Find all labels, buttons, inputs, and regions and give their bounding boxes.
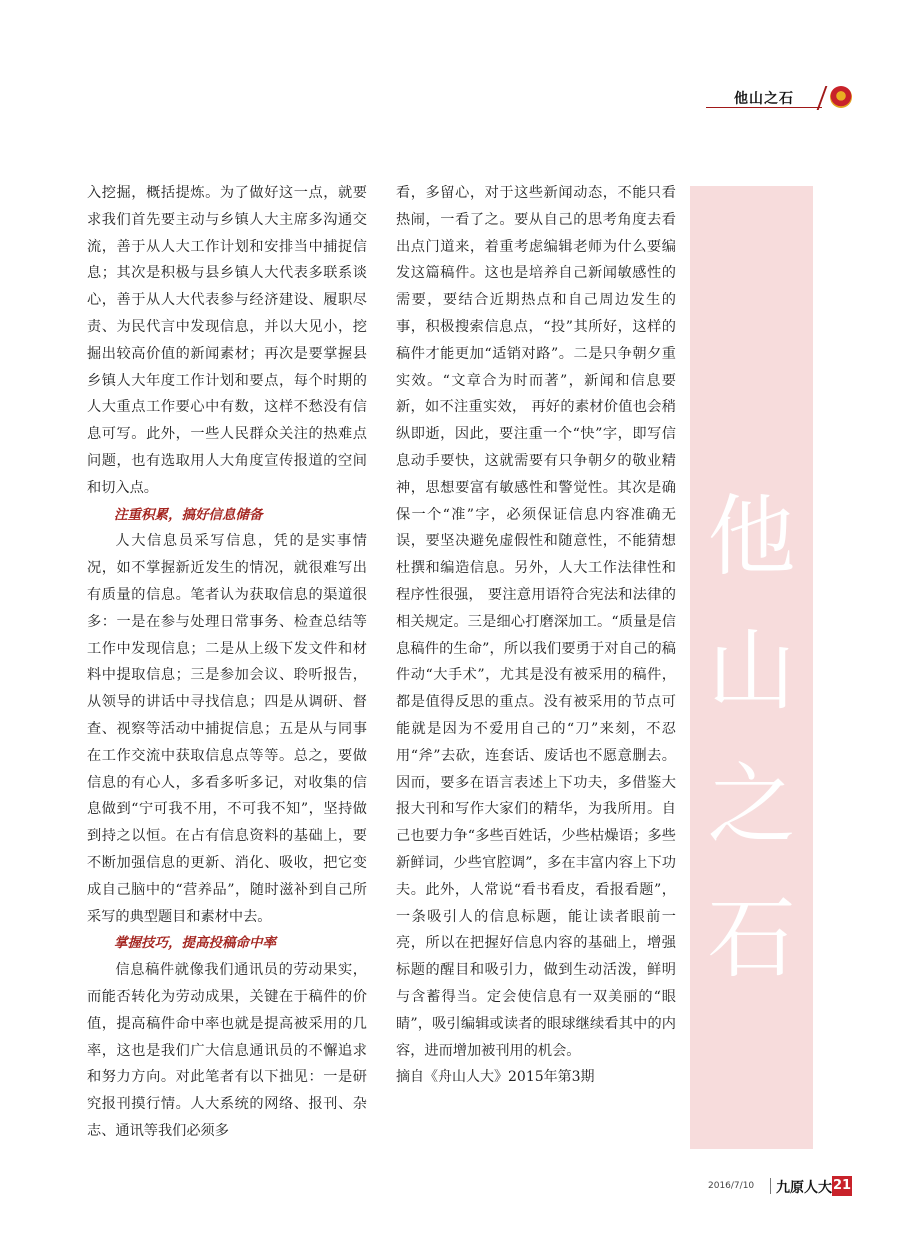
issue-date: 2016/7/10 bbox=[708, 1181, 755, 1191]
right-column bbox=[396, 180, 676, 1091]
side-band-char: 之 bbox=[707, 753, 796, 856]
paragraph: 信息稿件就像我们通讯员的劳动果实，而能否转化为劳动成果，关键在于稿件的价值，提高稿件命中率也就是提高被采用的几率，这也是我们广大信息通讯员的不懈追求和努力方向。对此笔者有以下拙见：一是研究报刊摸行情。人大系统的网络、报刊、杂志、通讯等我们必须多 bbox=[87, 962, 367, 1139]
side-band-char: 他 bbox=[707, 485, 796, 588]
subheading: 掌握技巧，提高投稿命中率 bbox=[114, 935, 276, 952]
left-column bbox=[87, 180, 367, 1145]
subheading: 注重积累，搞好信息储备 bbox=[114, 506, 263, 523]
national-emblem-icon bbox=[830, 86, 852, 108]
magazine-name: 九原人大 bbox=[776, 1180, 832, 1196]
header-slash bbox=[817, 86, 828, 110]
side-band-char: 山 bbox=[707, 619, 796, 722]
paragraph: 人大信息员采写信息，凭的是实事情况，如不掌握新近发生的情况，就很难写出有质量的信息。笔者认为获取信息的渠道很多：一是在参与处理日常事务、检查总结等工作中发现信息；二是从上级下发文件和材料中提取信息；三是参加会议、聆听报告，从领导的讲话中寻找信息；四是从调研、督查、视察等活动中捕捉信息；五是从与同事在工作交流中获取信息点等等。总之，要做信息的有心人，多看多听多记，对收集的信息做到“宁可我不用，不可我不知”，坚持做到持之以恒。在占有信息资料的基础上，要不断加强信息的更新、消化、吸收，把它变成自己脑中的“营养品”，随时滋补到自己所采写的典型题目和素材中去。 bbox=[87, 533, 367, 925]
side-band-char: 石 bbox=[707, 887, 796, 990]
side-band-word bbox=[690, 470, 813, 1006]
source-citation: 摘自《舟山人大》2015年第3期 bbox=[396, 1069, 595, 1086]
header-rule bbox=[706, 107, 822, 108]
paragraph: 看，多留心，对于这些新闻动态，不能只看热闹，一看了之。要从自己的思考角度去看出点门道来，着重考虑编辑老师为什么要编发这篇稿件。这也是培养自己新闻敏感性的需要，要结合近期热点和自己周边发生的事，积极搜索信息点，“投”其所好，这样的稿件才能更加“适销对路”。二是只争朝夕重实效。“文章合为时而著”，新闻和信息要新，如不注重实效， 再好的素材价值也会稍纵即逝，因此，要注重一个“快”字，即写信息动手要快，这就需要有只争朝夕的敬业精神，思想要富有敏感性和警觉性。其次是确保一个“准”字，必须保证信息内容准确无误，要坚决避免虚假性和随意性，不能猜想杜撰和编造信息。另外，人大工作法律性和程序性很强， 要注意用语符合宪法和法律的相关规定。三是细心打磨深加工。“质量是信息稿件的生命”，所以我们要勇于对自己的稿件动“大手术”，尤其是没有被采用的稿件，都是值得反思的重点。没有被采用的节点可能就是因为不爱用自己的“刀”来刻，不忍用“斧”去砍，连套话、废话也不愿意删去。因而，要多在语言表述上下功夫，多借鉴大报大刊和写作大家们的精华，为我所用。自己也要力争“多些百姓话，少些枯燥语；多些新鲜词，少些官腔调”，多在丰富内容上下功夫。此外，人常说“看书看皮，看报看题”，一条吸引人的信息标题，能让读者眼前一亮，所以在把握好信息内容的基础上，增强标题的醒目和吸引力，做到生动活泼，鲜明与含蓄得当。定会使信息有一双美丽的“眼睛”，吸引编辑或读者的眼球继续看其中的内容，进而增加被刊用的机会。 bbox=[396, 185, 676, 1059]
footer-divider bbox=[770, 1178, 771, 1194]
section-title: 他山之石 bbox=[734, 91, 794, 107]
paragraph: 入挖掘，概括提炼。为了做好这一点，就要求我们首先要主动与乡镇人大主席多沟通交流，善于从人大工作计划和安排当中捕捉信息；其次是积极与县乡镇人大代表多联系谈心，善于从人大代表参与经济建设、履职尽责、为民代言中发现信息，并以大见小，挖掘出较高价值的新闻素材；再次是要掌握县乡镇人大年度工作计划和要点，每个时期的人大重点工作要心中有数，这样不愁没有信息可写。此外，一些人民群众关注的热难点问题，也有选取用人大角度宣传报道的空间和切入点。 bbox=[87, 185, 367, 496]
page-number: 21 bbox=[832, 1176, 852, 1196]
